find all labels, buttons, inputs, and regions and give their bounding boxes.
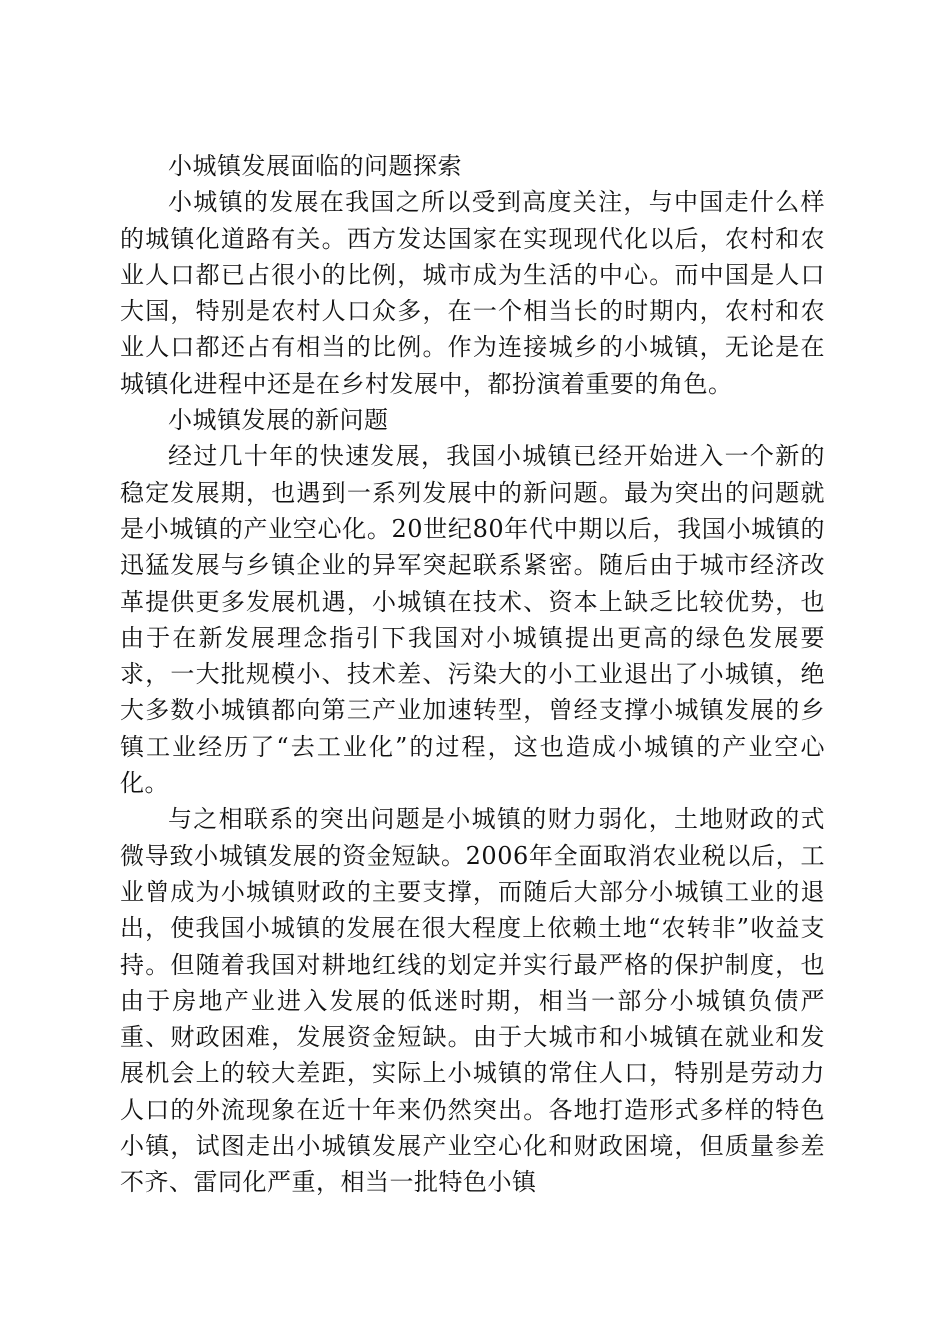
section-heading: 小城镇发展面临的问题探索 — [168, 152, 462, 180]
body-paragraph: 与之相联系的突出问题是小城镇的财力弱化，土地财政的式微导致小城镇发展的资金短缺。2006年全面取消农业税以后，工业曾成为小城镇财政的主要支撑，而随后大部分小城镇工业的退出，使我国小城镇的发展在很大程度上依赖土地“农转非”收益支持。但随着我国对耕地红线的划定并实行最严格的保护制度，也由于房地产业进入发展的低迷时期，相当一部分小城镇负债严重、财政困难，发展资金短缺。由于大城市和小城镇在就业和发展机会上的较大差距，实际上小城镇的常住人口，特别是劳动力人口的外流现象在近十年来仍然突出。各地打造形式多样的特色小镇，试图走出小城镇发展产业空心化和财政困境，但质量参差不齐、雷同化严重，相当一批特色小镇 — [120, 805, 825, 1197]
section-heading: 小城镇发展的新问题 — [168, 406, 389, 435]
body-paragraph: 小城镇的发展在我国之所以受到高度关注，与中国走什么样的城镇化道路有关。西方发达国家在实现现代化以后，农村和农业人口都已占很小的比例，城市成为生活的中心。而中国是人口大国，特别是农村人口众多，在一个相当长的时期内，农村和农业人口都还占有相当的比例。作为连接城乡的小城镇，无论是在城镇化进程中还是在乡村发展中，都扮演着重要的角色。 — [120, 188, 825, 398]
body-paragraph: 经过几十年的快速发展，我国小城镇已经开始进入一个新的稳定发展期，也遇到一系列发展中的新问题。最为突出的问题就是小城镇的产业空心化。20世纪80年代中期以后，我国小城镇的迅猛发展与乡镇企业的异军突起联系紧密。随后由于城市经济改革提供更多发展机遇，小城镇在技术、资本上缺乏比较优势，也由于在新发展理念指引下我国对小城镇提出更高的绿色发展要求，一大批规模小、技术差、污染大的小工业退出了小城镇，绝大多数小城镇都向第三产业加速转型，曾经支撑小城镇发展的乡镇工业经历了“去工业化”的过程，这也造成小城镇的产业空心化。 — [120, 442, 825, 798]
document-body — [120, 148, 825, 1201]
